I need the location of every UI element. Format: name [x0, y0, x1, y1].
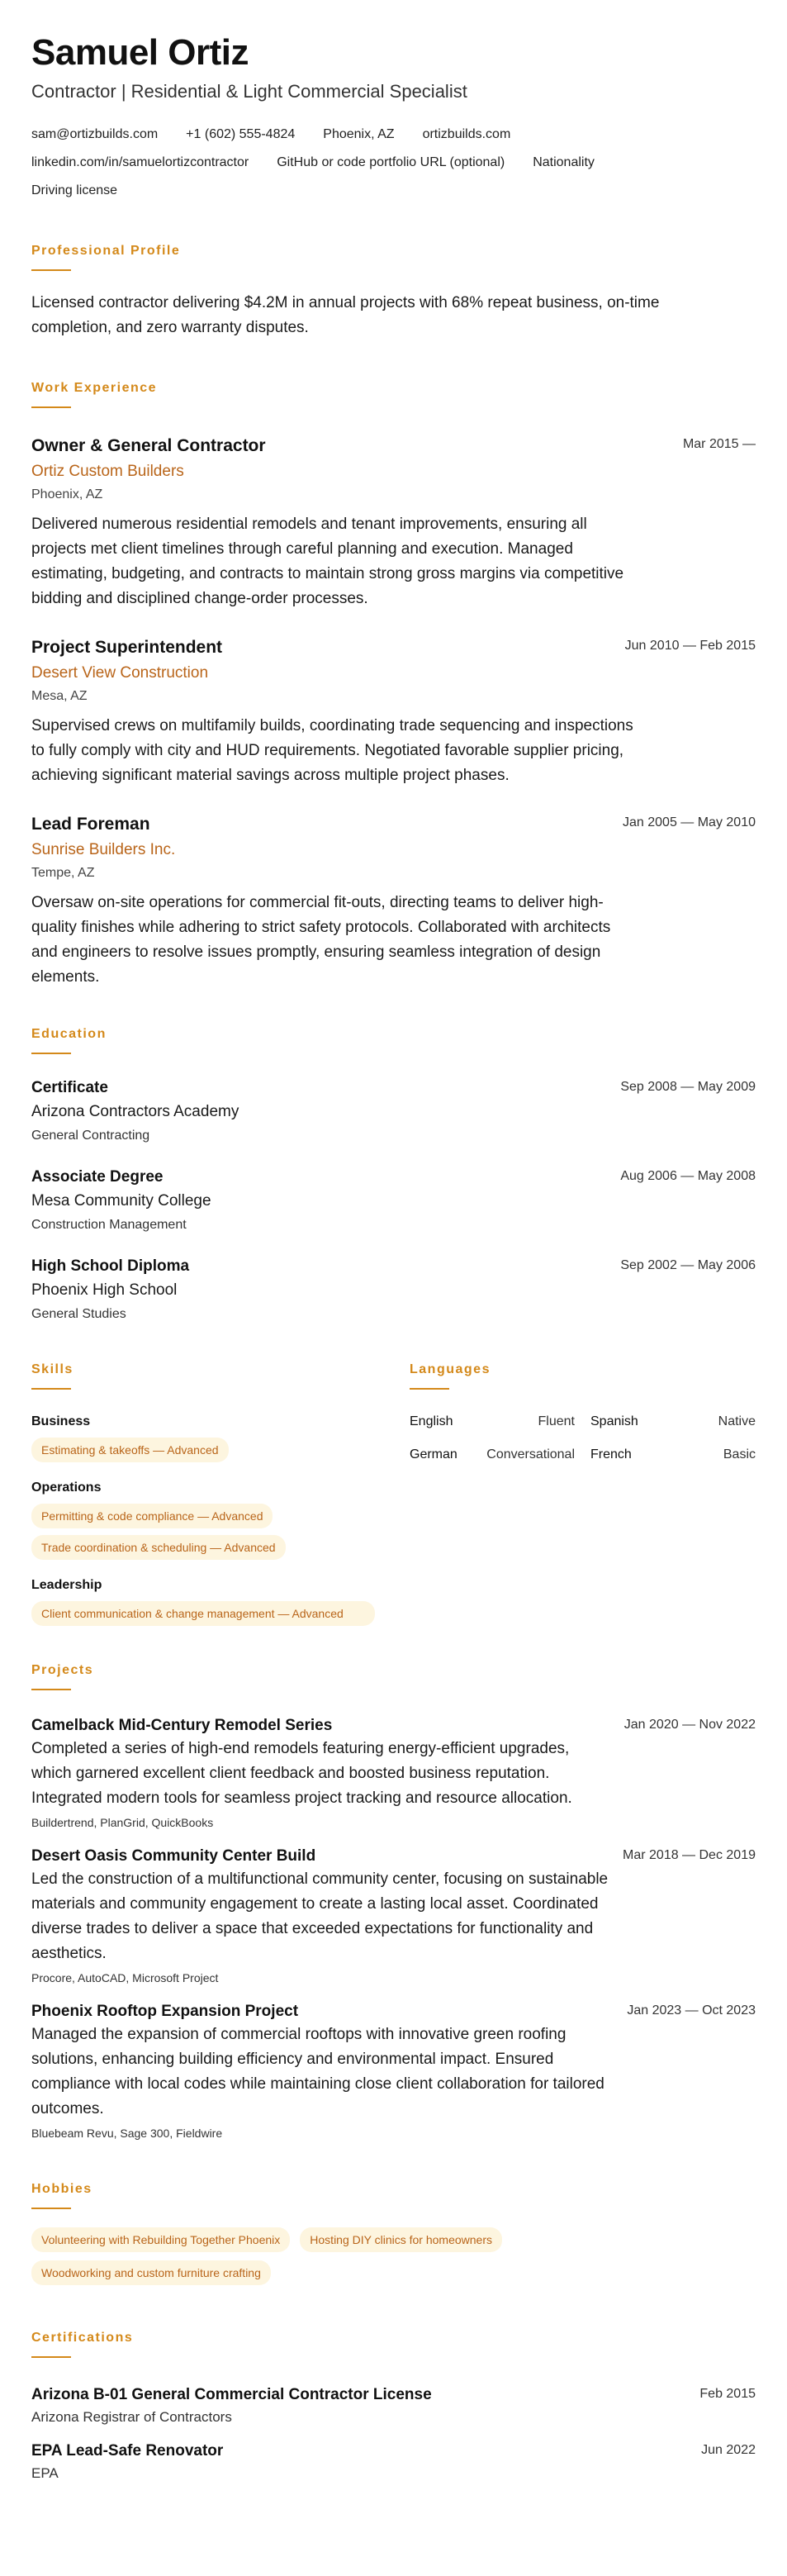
education-entry [31, 1077, 756, 1145]
project-tools: Procore, AutoCAD, Microsoft Project [31, 1971, 219, 1984]
experience-date: Jun 2010 — Feb 2015 [624, 639, 756, 653]
language-level: Basic [723, 1447, 756, 1461]
project-entry [31, 1846, 756, 1986]
education-degree: Certificate [31, 1079, 108, 1096]
certification-title: Arizona B-01 General Commercial Contractor License [31, 2386, 432, 2403]
experience-description: Supervised crews on multifamily builds, coordinating trade sequencing and inspections to fully comply with city and HUD requirements. Negotiated favorable supplier pricing, achieving significant material savings across multiple project phases. [31, 717, 633, 784]
section-title-languages: Languages [410, 1362, 491, 1376]
certification-title: EPA Lead-Safe Renovator [31, 2442, 224, 2460]
language-level: Conversational [486, 1447, 575, 1461]
candidate-name: Samuel Ortiz [31, 32, 249, 73]
experience-entry [31, 813, 756, 990]
section-title-skills: Skills [31, 1362, 73, 1376]
section-divider [31, 269, 71, 271]
experience-company: Sunrise Builders Inc. [31, 841, 176, 858]
experience-date: Jan 2005 — May 2010 [623, 815, 756, 829]
project-title: Phoenix Rooftop Expansion Project [31, 2003, 299, 2020]
education-section [31, 1026, 756, 1324]
profile-summary: Licensed contractor delivering $4.2M in annual projects with 68% repeat business, on-time completion, and zero warranty disputes. [31, 294, 660, 336]
experience-company: Desert View Construction [31, 664, 209, 682]
experience-section [31, 380, 756, 990]
hobby-pill: Woodworking and custom furniture crafting [31, 2260, 271, 2285]
hobbies-section [31, 2181, 756, 2293]
skill-group [31, 1479, 378, 1560]
language-item [590, 1446, 756, 1464]
experience-entry [31, 435, 756, 611]
experience-location: Mesa, AZ [31, 689, 88, 703]
contact-nationality: Nationality [533, 155, 595, 169]
experience-entry [31, 636, 756, 788]
skill-pill: Trade coordination & scheduling — Advanced [31, 1535, 286, 1560]
skill-group [31, 1413, 378, 1462]
skill-group-title: Business [31, 1414, 91, 1428]
candidate-subtitle: Contractor | Residential & Light Commercial Specialist [31, 81, 467, 102]
certifications-section [31, 2330, 756, 2483]
section-divider [31, 1689, 71, 1690]
project-tools: Buildertrend, PlanGrid, QuickBooks [31, 1816, 214, 1829]
language-item [410, 1413, 575, 1431]
education-school: Arizona Contractors Academy [31, 1103, 239, 1120]
experience-title: Owner & General Contractor [31, 436, 266, 455]
section-title-certifications: Certifications [31, 2331, 134, 2345]
profile-section [31, 243, 756, 340]
contact-location: Phoenix, AZ [323, 127, 395, 141]
contact-driving-license: Driving license [31, 183, 118, 197]
certification-entry [31, 2384, 756, 2427]
project-title: Desert Oasis Community Center Build [31, 1847, 316, 1865]
section-divider [31, 2356, 71, 2358]
project-title: Camelback Mid-Century Remodel Series [31, 1717, 333, 1734]
language-name: German [410, 1447, 458, 1461]
skill-pill: Estimating & takeoffs — Advanced [31, 1438, 229, 1462]
experience-title: Project Superintendent [31, 638, 223, 657]
experience-description: Delivered numerous residential remodels and tenant improvements, ensuring all projects met client timelines through careful planning and execution. Managed estimating, budgeting, and contracts to maintain strong gross margins via competitive bidding and disciplined change-order processes. [31, 516, 624, 607]
project-date: Jan 2020 — Nov 2022 [623, 1718, 756, 1732]
project-description: Completed a series of high-end remodels featuring energy-efficient upgrades, which garnered excellent client feedback and boosted business reputation. Integrated modern tools for seamless project tracking and resource allocation. [31, 1740, 572, 1807]
hobby-pill: Volunteering with Rebuilding Together Phoenix [31, 2227, 290, 2252]
education-degree: Associate Degree [31, 1168, 164, 1186]
hobby-pill: Hosting DIY clinics for homeowners [300, 2227, 502, 2252]
language-name: English [410, 1414, 453, 1428]
education-date: Sep 2008 — May 2009 [620, 1080, 756, 1094]
education-field: Construction Management [31, 1218, 187, 1232]
contact-email[interactable]: sam@ortizbuilds.com [31, 127, 159, 141]
language-row [410, 1446, 756, 1464]
certification-entry [31, 2441, 756, 2483]
section-title-experience: Work Experience [31, 381, 158, 395]
language-level: Native [718, 1414, 756, 1428]
education-entry [31, 1256, 756, 1324]
language-item [410, 1446, 575, 1464]
education-field: General Studies [31, 1307, 126, 1321]
project-description: Managed the expansion of commercial rooftops with innovative green roofing solutions, enhancing building efficiency and environmental impact. Ensured compliance with local codes while maintaining close client collaboration for tailored outcomes. [31, 2026, 604, 2117]
project-date: Mar 2018 — Dec 2019 [623, 1848, 756, 1862]
language-level: Fluent [538, 1414, 575, 1428]
skills-languages-row [31, 1362, 756, 1642]
experience-description: Oversaw on-site operations for commercial fit-outs, directing teams to deliver high-quality finishes while adhering to strict safety protocols. Collaborated with architects and engineers to resolve issues promptly, ensuring seamless integration of design elements. [31, 894, 611, 986]
education-school: Mesa Community College [31, 1192, 211, 1210]
project-description: Led the construction of a multifunctional community center, focusing on sustainable materials and community engagement to create a lasting local asset. Coordinated diverse trades to deliver a space that exceeded expectations for functionality and aesthetics. [31, 1870, 609, 1962]
section-title-profile: Professional Profile [31, 244, 181, 258]
certification-issuer: Arizona Registrar of Contractors [31, 2409, 232, 2425]
experience-location: Phoenix, AZ [31, 487, 103, 501]
experience-company: Ortiz Custom Builders [31, 463, 184, 480]
experience-title: Lead Foreman [31, 815, 150, 834]
contact-phone[interactable]: +1 (602) 555-4824 [186, 127, 296, 141]
section-title-education: Education [31, 1027, 107, 1041]
certification-date: Feb 2015 [699, 2387, 756, 2401]
education-date: Aug 2006 — May 2008 [620, 1169, 756, 1183]
project-entry [31, 1715, 756, 1831]
education-entry [31, 1167, 756, 1234]
education-date: Sep 2002 — May 2006 [620, 1258, 756, 1272]
skill-group-title: Operations [31, 1480, 102, 1495]
skill-pill: Client communication & change management — Advanced [31, 1601, 375, 1626]
project-tools: Bluebeam Revu, Sage 300, Fieldwire [31, 2127, 223, 2140]
education-degree: High School Diploma [31, 1257, 190, 1275]
contact-linkedin[interactable]: linkedin.com/in/samuelortizcontractor [31, 155, 249, 169]
contact-website[interactable]: ortizbuilds.com [422, 127, 511, 141]
project-date: Jan 2023 — Oct 2023 [627, 2003, 756, 2018]
skill-pill: Permitting & code compliance — Advanced [31, 1504, 273, 1528]
experience-location: Tempe, AZ [31, 866, 95, 880]
certification-date: Jun 2022 [701, 2443, 756, 2457]
section-divider [410, 1388, 449, 1390]
section-divider [31, 406, 71, 408]
section-divider [31, 1388, 71, 1390]
contact-list [31, 121, 709, 205]
experience-date: Mar 2015 — [682, 437, 756, 451]
contact-portfolio: GitHub or code portfolio URL (optional) [277, 155, 505, 169]
projects-section [31, 1662, 756, 2141]
section-title-projects: Projects [31, 1663, 94, 1677]
language-item [590, 1413, 756, 1431]
language-row [410, 1413, 756, 1431]
section-divider [31, 2208, 71, 2209]
skill-group-title: Leadership [31, 1578, 102, 1592]
section-divider [31, 1053, 71, 1054]
education-field: General Contracting [31, 1129, 150, 1143]
skill-group [31, 1576, 378, 1626]
education-school: Phoenix High School [31, 1281, 178, 1299]
skills-section [31, 1362, 378, 1626]
certification-issuer: EPA [31, 2465, 59, 2481]
hobby-list [31, 2227, 626, 2293]
project-entry [31, 2001, 756, 2141]
languages-section [410, 1362, 756, 1464]
language-name: French [590, 1447, 632, 1461]
section-title-hobbies: Hobbies [31, 2182, 92, 2196]
language-name: Spanish [590, 1414, 638, 1428]
